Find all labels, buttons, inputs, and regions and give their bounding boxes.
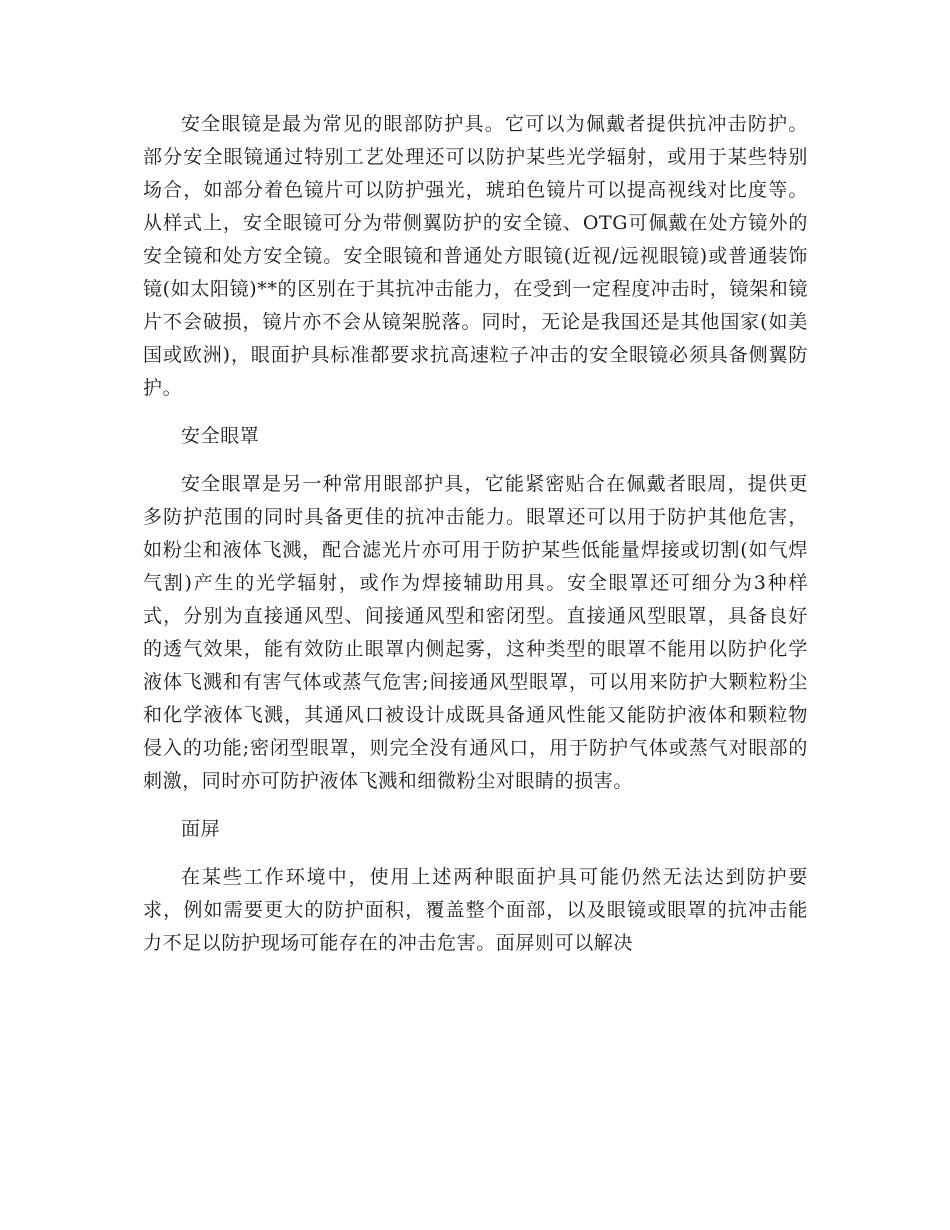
document-body [143, 108, 808, 960]
section-heading-safety-goggles: 安全眼罩 [181, 425, 260, 447]
paragraph-face-shield: 在某些工作环境中，使用上述两种眼面护具可能仍然无法达到防护要求，例如需要更大的防护面积，覆盖整个面部，以及眼镜或眼罩的抗冲击能力不足以防护现场可能存在的冲击危害。面屏则可以解决 [143, 866, 808, 954]
section-heading-face-shield: 面屏 [181, 818, 221, 840]
paragraph-safety-glasses: 安全眼镜是最为常见的眼部防护具。它可以为佩戴者提供抗冲击防护。部分安全眼镜通过特别工艺处理还可以防护某些光学辐射，或用于某些特别场合，如部分着色镜片可以防护强光，琥珀色镜片可以提高视线对比度等。从样式上，安全眼镜可分为带侧翼防护的安全镜、OTG可佩戴在处方镜外的安全镜和处方安全镜。安全眼镜和普通处方眼镜(近视/远视眼镜)或普通装饰镜(如太阳镜)**的区别在于其抗冲击能力，在受到一定程度冲击时，镜架和镜片不会破损，镜片亦不会从镜架脱落。同时，无论是我国还是其他国家(如美国或欧洲)，眼面护具标准都要求抗高速粒子冲击的安全眼镜必须具备侧翼防护。 [143, 113, 808, 399]
paragraph-safety-goggles: 安全眼罩是另一种常用眼部护具，它能紧密贴合在佩戴者眼周，提供更多防护范围的同时具备更佳的抗冲击能力。眼罩还可以用于防护其他危害，如粉尘和液体飞溅，配合滤光片亦可用于防护某些低能量焊接或切割(如气焊气割)产生的光学辐射，或作为焊接辅助用具。安全眼罩还可细分为3种样式，分别为直接通风型、间接通风型和密闭型。直接通风型眼罩，具备良好的透气效果，能有效防止眼罩内侧起雾，这种类型的眼罩不能用以防护化学液体飞溅和有害气体或蒸气危害;间接通风型眼罩，可以用来防护大颗粒粉尘和化学液体飞溅，其通风口被设计成既具备通风性能又能防护液体和颗粒物侵入的功能;密闭型眼罩，则完全没有通风口，用于防护气体或蒸气对眼部的刺激，同时亦可防护液体飞溅和细微粉尘对眼睛的损害。 [143, 473, 808, 792]
